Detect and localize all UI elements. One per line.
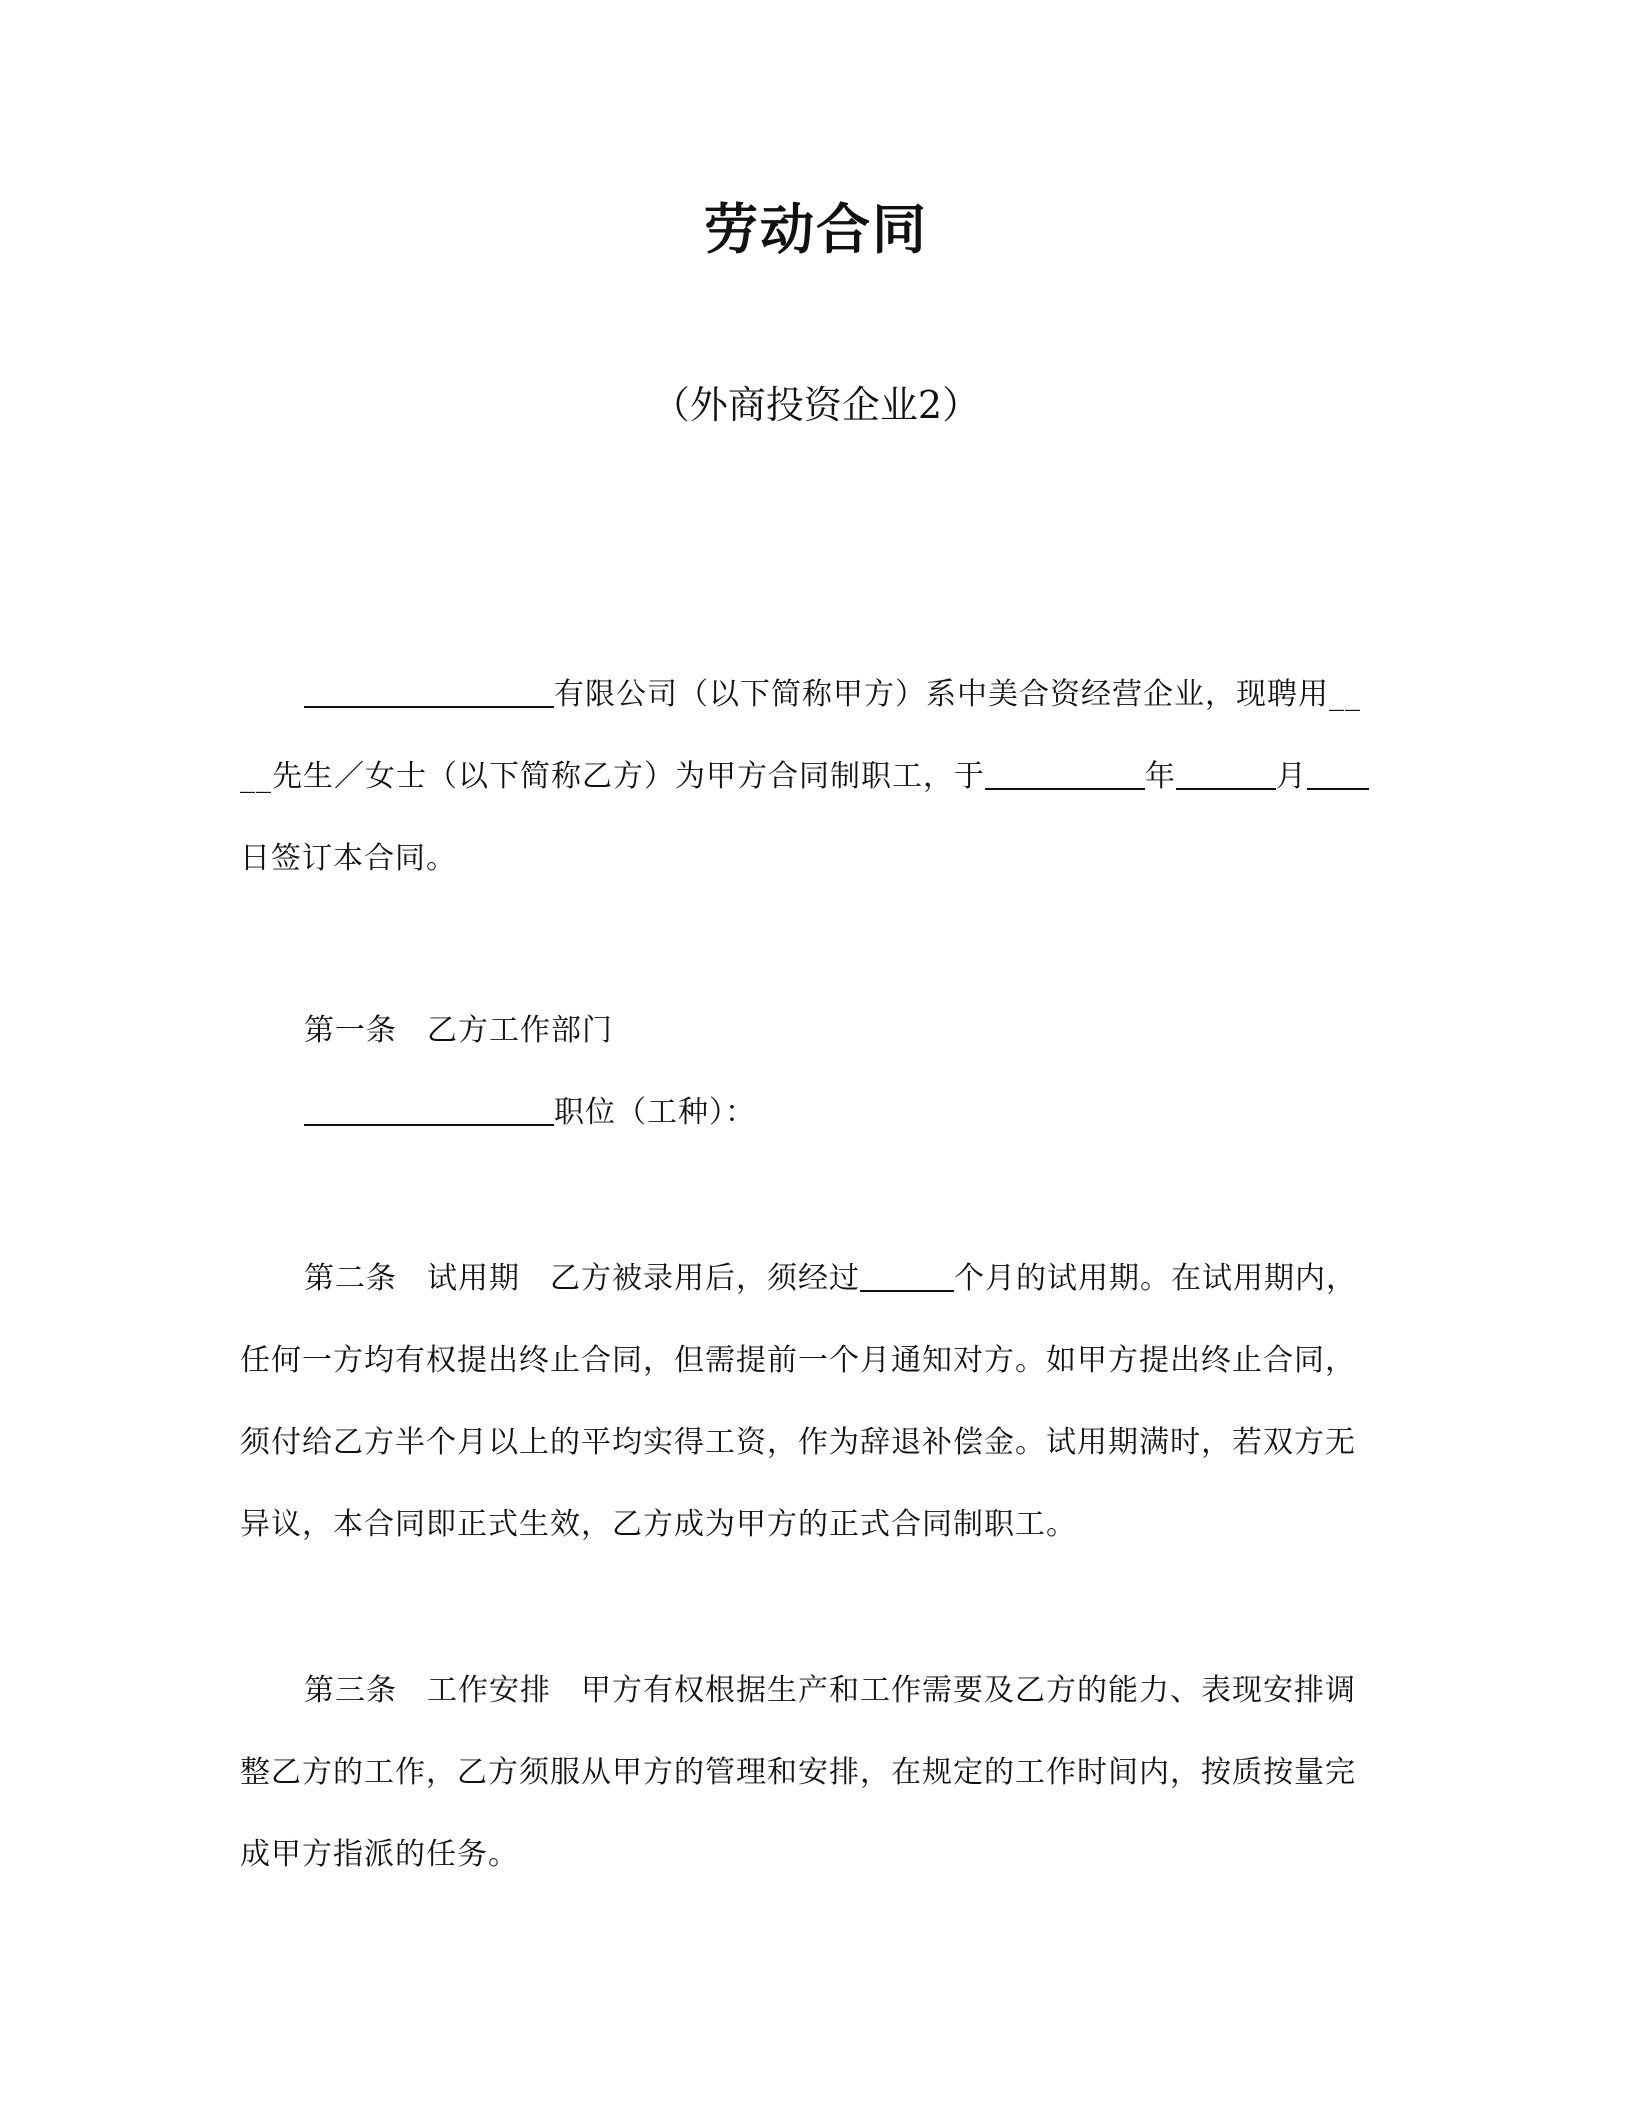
article-2-heading: 第二条 (304, 1261, 397, 1296)
document-title: 劳动合同 (704, 198, 928, 261)
department-blank (304, 1123, 554, 1126)
article-2-line-4: 异议，本合同即正式生效，乙方成为甲方的正式合同制职工。 (240, 1507, 1077, 1542)
article-2 (240, 1238, 1388, 1566)
position-label: 职位（工种）： (554, 1095, 756, 1130)
article-1-heading: 第一条 (304, 1013, 397, 1048)
article-3-line-2: 整乙方的工作，乙方须服从甲方的管理和安排，在规定的工作时间内，按质按量完 (240, 1755, 1356, 1790)
article-2-line-1: 第二条 试用期 乙方被录用后，须经过 个月的试用期。在试用期内， (304, 1261, 1357, 1296)
article-2-title: 试用期 (427, 1261, 520, 1296)
article-2-line-2: 任何一方均有权提出终止合同，但需提前一个月通知对方。如甲方提出终止合同， (240, 1343, 1356, 1378)
article-3-line-1: 第三条 工作安排 甲方有权根据生产和工作需要及乙方的能力、表现安排调 (304, 1673, 1356, 1708)
preamble-line-1: 有限公司（以下简称甲方）系中美合资经营企业，现聘用__ (240, 654, 1388, 736)
month-blank (1176, 787, 1276, 790)
preamble-line-3: 日签订本合同。 (240, 841, 457, 876)
article-1-heading-line (240, 990, 1388, 1072)
article-3-heading: 第三条 (304, 1673, 397, 1708)
article-3-line-3: 成甲方指派的任务。 (240, 1837, 519, 1872)
company-name-blank (304, 705, 554, 708)
preamble-line-2: __先生／女士（以下简称乙方）为甲方合同制职工，于 年 月 (240, 736, 1388, 818)
preamble (240, 654, 1388, 900)
article-2-line-3: 须付给乙方半个月以上的平均实得工资，作为辞退补偿金。试用期满时，若双方无 (240, 1425, 1356, 1460)
day-blank (1307, 787, 1369, 790)
article-1-title: 乙方工作部门 (427, 1013, 613, 1048)
article-1-position-line (240, 1072, 1388, 1154)
document-subtitle: （外商投资企业2） (651, 383, 981, 427)
probation-months-blank (860, 1289, 954, 1292)
year-blank (985, 787, 1145, 790)
article-1 (240, 990, 1388, 1154)
article-3 (240, 1650, 1388, 1896)
article-3-title: 工作安排 (427, 1673, 551, 1708)
